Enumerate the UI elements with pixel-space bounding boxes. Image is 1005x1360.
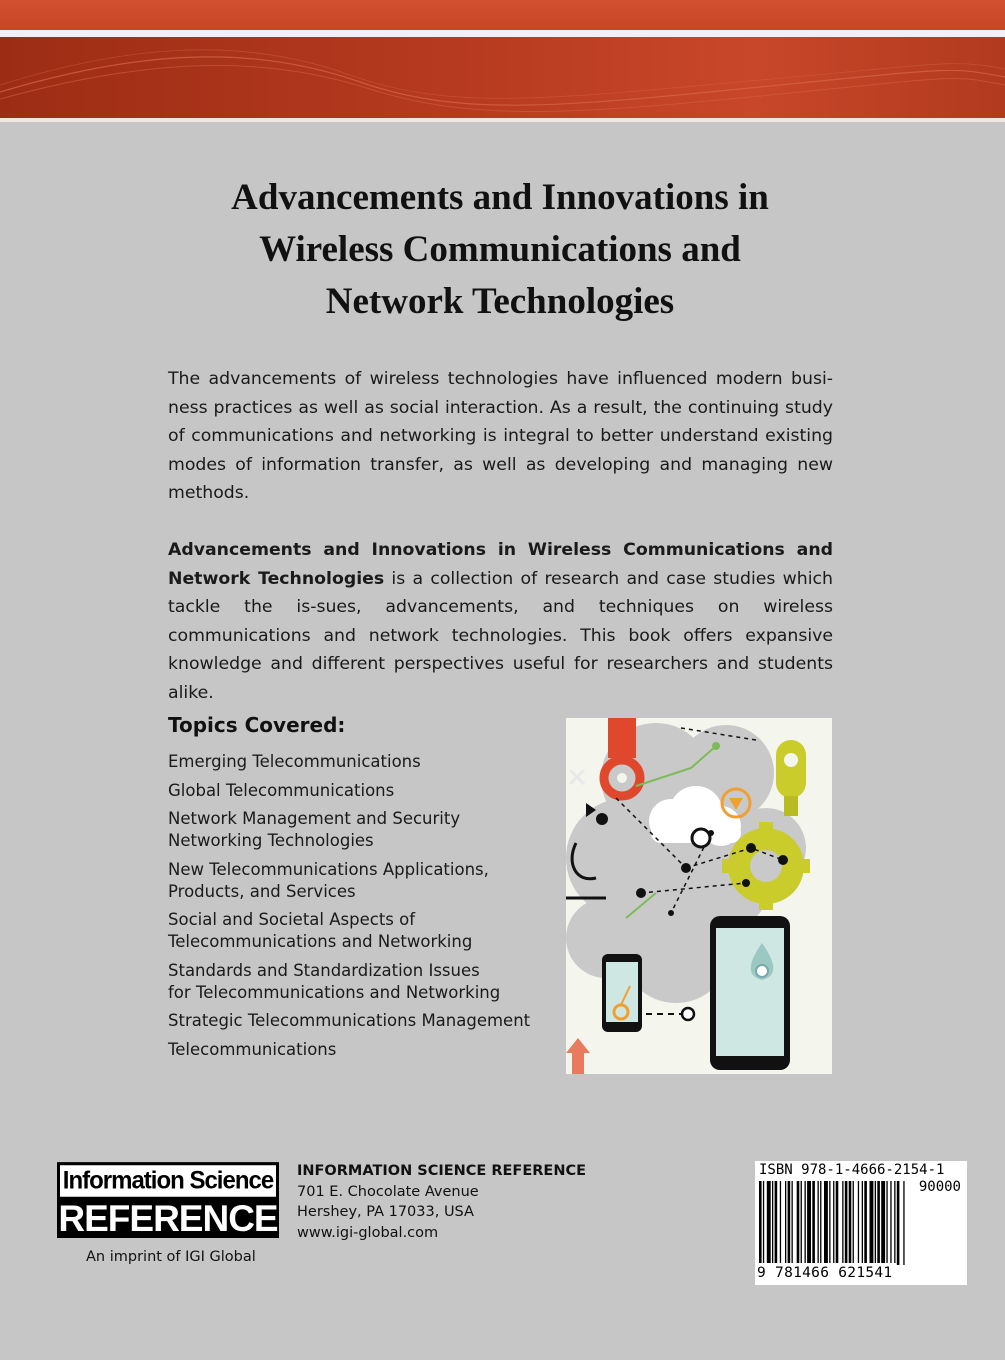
topic-item	[168, 1039, 548, 1061]
publisher-name: INFORMATION SCIENCE REFERENCE	[297, 1163, 586, 1179]
barcode-bar	[864, 1181, 867, 1263]
top-banner	[0, 0, 1005, 122]
topic-line: Telecommunications and Networking	[168, 932, 473, 951]
barcode-bar	[763, 1181, 764, 1263]
topic-line: Telecommunications	[168, 1039, 337, 1059]
small-phone-icon	[602, 954, 642, 1032]
banner-top-strip	[0, 0, 1005, 30]
red-bar-icon	[608, 718, 636, 758]
barcode-bar	[862, 1181, 863, 1263]
small-gear-icon	[596, 813, 608, 825]
barcode-bar	[845, 1181, 848, 1263]
barcode-bar	[788, 1181, 791, 1263]
barcode-bar	[780, 1181, 781, 1263]
topic-line: Emerging Telecommunications	[168, 752, 421, 771]
banner-white-stripe	[0, 30, 1005, 37]
yellow-device-icon	[776, 740, 806, 798]
topic-item	[168, 780, 548, 802]
topic-line: for Telecommunications and Networking	[168, 982, 501, 1002]
book-title	[150, 172, 850, 328]
barcode-bar	[772, 1181, 773, 1263]
barcode-bar	[767, 1181, 771, 1263]
imprint-text: An imprint of IGI Global	[86, 1249, 256, 1265]
barcode-bar	[805, 1181, 806, 1263]
barcode-bar	[792, 1181, 793, 1263]
logo-line-2: REFERENCE	[58, 1198, 278, 1239]
barcode-bar	[775, 1181, 778, 1263]
barcode-bar	[875, 1181, 876, 1263]
publisher-address-line-1: 701 E. Chocolate Avenue	[297, 1183, 479, 1200]
barcode-bar	[836, 1181, 839, 1263]
barcode-bar	[797, 1181, 800, 1263]
description-paragraph-1: The advancements of wireless technologies have influenced modern busi-ness practices as well as social interaction. As a result, the continuing study of communications and networking is integral to better understand existing modes of information transfer, as well as developing and managing new methods.	[168, 369, 833, 504]
barcode-bar	[894, 1181, 895, 1263]
node-ring-icon	[692, 829, 710, 847]
topic-item	[168, 808, 548, 852]
topic-item	[168, 960, 548, 1004]
publisher-logo	[57, 1163, 279, 1237]
barcode-bar	[870, 1181, 874, 1263]
barcode-bar	[824, 1181, 828, 1263]
topic-item	[168, 859, 548, 903]
barcode-bar	[785, 1181, 786, 1263]
barcode-bar	[849, 1181, 852, 1263]
logo-line-1: Information Science	[57, 1162, 279, 1200]
price-code: 90000	[918, 1179, 961, 1195]
publisher-address	[297, 1161, 586, 1243]
topic-line: Standards and Standardization Issues	[168, 960, 480, 980]
barcode-bar	[833, 1181, 834, 1263]
banner-swoosh	[0, 37, 1005, 118]
barcode-bar	[812, 1181, 815, 1263]
title-line-1: Advancements and Innovations in	[231, 177, 769, 218]
topic-line: Social and Societal Aspects of	[168, 910, 416, 929]
topic-line: Products, and Services	[168, 881, 356, 901]
barcode-bar	[801, 1181, 802, 1263]
barcode-bar	[807, 1181, 811, 1263]
title-line-2: Wireless Communications and	[259, 229, 741, 270]
title-line-3: Network Technologies	[325, 281, 675, 322]
barcode-bar	[881, 1181, 885, 1263]
barcode-bar	[759, 1181, 762, 1263]
barcode-bar	[818, 1181, 819, 1263]
isbn-barcode	[755, 1161, 967, 1285]
barcode-bar	[853, 1181, 854, 1263]
banner-bottom-stripe	[0, 118, 1005, 122]
smartphone-icon	[710, 916, 790, 1070]
topic-line: Global Telecommunications	[168, 780, 395, 800]
topic-item	[168, 1010, 548, 1032]
isbn-text: ISBN 978-1-4666-2154-1	[759, 1162, 945, 1178]
barcode-bar	[897, 1181, 900, 1265]
barcode-bar	[829, 1181, 830, 1263]
publisher-address-line-2: Hershey, PA 17033, USA	[297, 1204, 474, 1220]
publisher-website: www.igi-global.com	[297, 1224, 439, 1241]
cover-illustration	[566, 718, 832, 1074]
barcode-bar	[903, 1181, 904, 1265]
barcode-bar	[886, 1181, 887, 1263]
barcode-bar	[890, 1181, 891, 1263]
topic-item	[168, 909, 548, 953]
barcode-bar	[820, 1181, 821, 1263]
paragraph-2-bold-title: Advancements and Innovations in Wireless Communications and Network Technologies	[168, 540, 833, 589]
topic-line: Strategic Telecommunications Management	[168, 1011, 531, 1030]
barcode-bar	[858, 1181, 859, 1263]
barcode-bar	[842, 1181, 843, 1263]
topics-heading: Topics Covered:	[168, 713, 346, 737]
topic-item	[168, 751, 548, 773]
barcode-number: 9 781466 621541	[757, 1265, 893, 1281]
topics-list	[168, 751, 548, 1067]
barcode-bar	[877, 1181, 880, 1263]
topic-line: New Telecommunications Applications,	[168, 859, 489, 879]
paragraph-2-text: is a collection of research and case studies which tackle the is-sues, advancements, and techniques on wireless communications and network technologies. This book offers expansive knowledge and different perspectives useful for researchers and students alike.	[168, 568, 833, 703]
description-paragraph-2	[168, 536, 833, 708]
topic-line: Network Management and Security	[168, 809, 461, 828]
topic-line: Networking Technologies	[168, 831, 374, 850]
